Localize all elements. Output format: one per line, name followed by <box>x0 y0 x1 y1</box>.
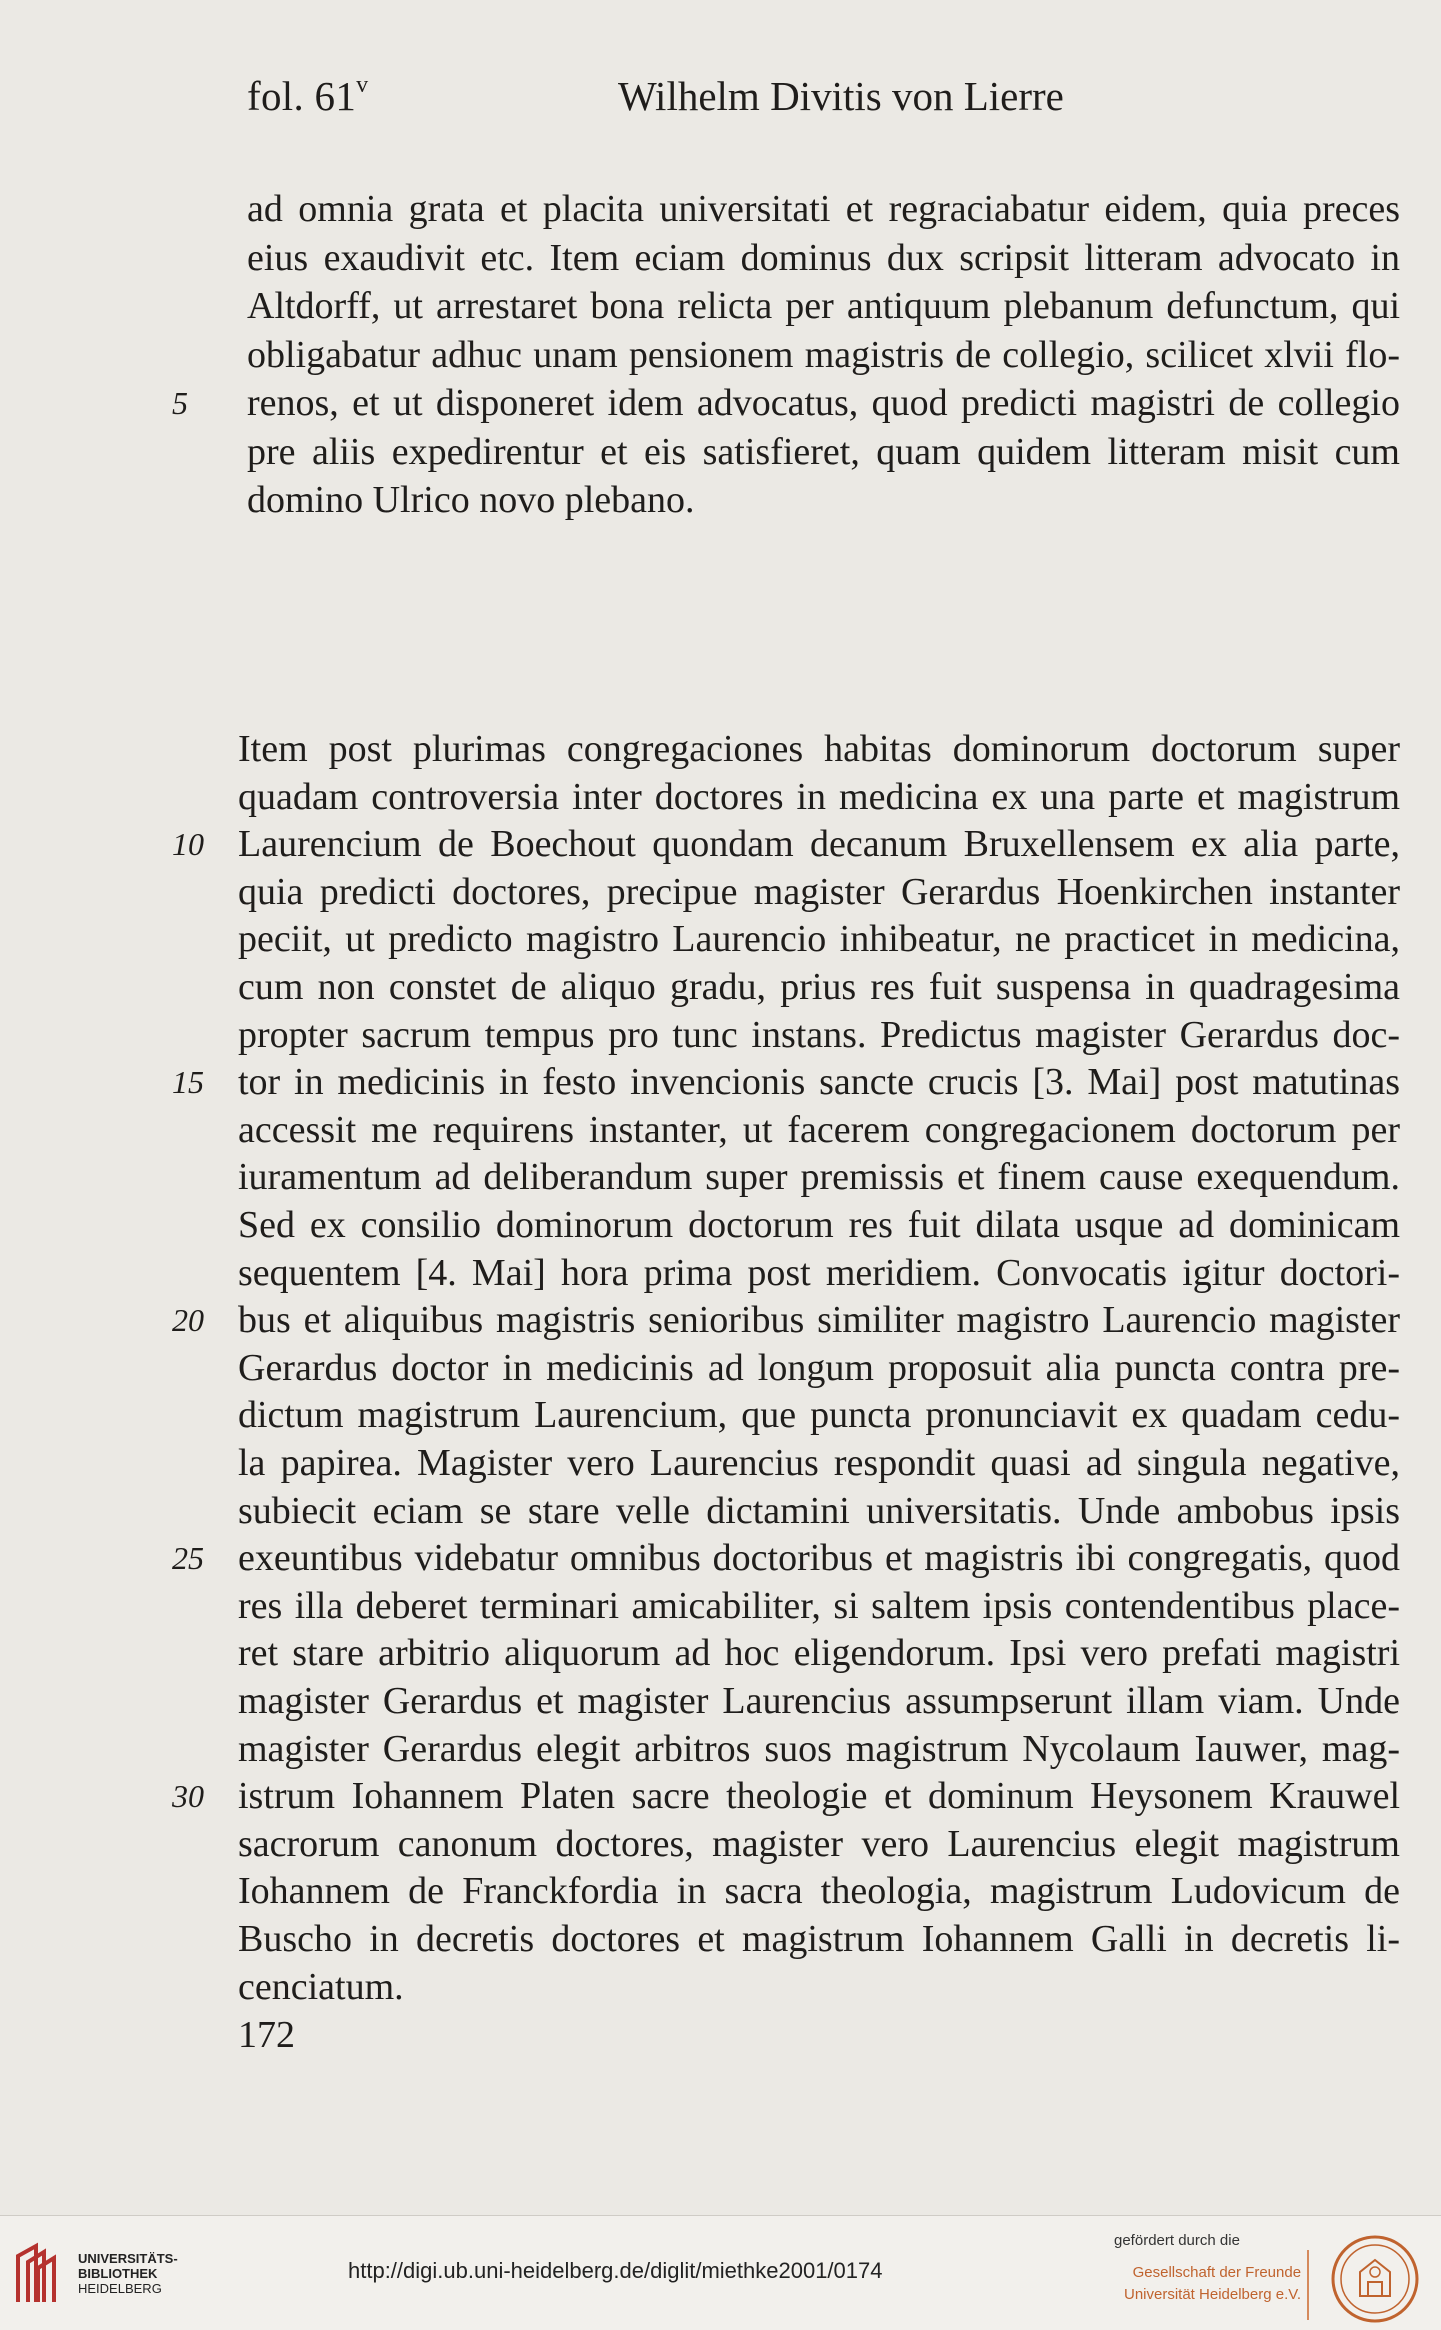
line-number: 20 <box>172 1302 204 1339</box>
text-line: accessit me requirens instanter, ut facerem congregacionem doctorum per <box>238 1108 1400 1151</box>
text-line: cenciatum. <box>238 1965 404 2008</box>
text-line: quia predicti doctores, precipue magister Gerardus Hoenkirchen instanter <box>238 870 1400 913</box>
paragraph-1 <box>0 185 1441 535</box>
text-line: Iohannem de Franckfordia in sacra theologia, magistrum Ludovicum de <box>238 1870 1400 1913</box>
text-line: eius exaudivit etc. Item eciam dominus dux scripsit litteram advocato in <box>247 236 1400 279</box>
text-line: domino Ulrico novo plebano. <box>247 479 695 521</box>
text-line: dictum magistrum Laurencium, que puncta pronunciavit ex quadam cedu- <box>238 1394 1400 1437</box>
text-line: Buscho in decretis doctores et magistrum Iohannem Galli in decretis li- <box>238 1918 1400 1960</box>
running-title: Wilhelm Divitis von Lierre <box>618 73 1064 119</box>
text-line: magister Gerardus elegit arbitros suos magistrum Nycolaum Iauwer, mag- <box>238 1727 1400 1770</box>
text-line: subiecit eciam se stare velle dictamini universitatis. Unde ambobus ipsis <box>238 1489 1400 1532</box>
text-line: sacrorum canonum doctores, magister vero Laurencius elegit magistrum <box>238 1822 1400 1865</box>
line-number: 10 <box>172 826 204 863</box>
line-number: 25 <box>172 1540 204 1577</box>
text-line: istrum Iohannem Platen sacre theologie et dominum Heysonem Krauwel <box>238 1775 1400 1818</box>
line-number: 5 <box>172 385 188 421</box>
running-header <box>0 72 1441 128</box>
footer-bar <box>0 2215 1441 2330</box>
text-line: Laurencium de Boechout quondam decanum Bruxellensem ex alia parte, <box>238 823 1400 866</box>
source-url-link[interactable]: http://digi.ub.uni-heidelberg.de/diglit/miethke2001/0174 <box>348 2258 883 2283</box>
text-line: quadam controversia inter doctores in medicina ex una parte et magistrum <box>238 775 1400 818</box>
text-line: obligabatur adhuc unam pensionem magistris de collegio, scilicet xlvii flo- <box>247 333 1400 376</box>
text-line: ret stare arbitrio aliquorum ad hoc eligendorum. Ipsi vero prefati magistri <box>238 1632 1400 1675</box>
text-line: renos, et ut disponeret idem advocatus, quod predicti magistri de collegio <box>247 382 1400 424</box>
line-number: 15 <box>172 1064 204 1101</box>
text-line: iuramentum ad deliberandum super premissis et finem cause exequendum. <box>238 1156 1400 1199</box>
page-number: 172 <box>238 2014 295 2056</box>
text-line: Item post plurimas congregaciones habitas dominorum doctorum super <box>238 728 1400 770</box>
text-line: tor in medicinis in festo invencionis sancte crucis [3. Mai] post matutinas <box>238 1061 1400 1104</box>
university-library-logo-icon <box>14 2242 68 2306</box>
text-line: Altdorff, ut arrestaret bona relicta per antiquum plebanum defunctum, qui <box>247 285 1400 327</box>
text-line: ad omnia grata et placita universitati et regraciabatur eidem, quia preces <box>247 188 1400 230</box>
text-line: Gerardus doctor in medicinis ad longum proposuit alia puncta contra pre- <box>238 1346 1400 1389</box>
sponsor-name: Gesellschaft der Freunde Universität Heidelberg e.V. <box>1124 2264 1302 2303</box>
text-line: pre aliis expedirentur et eis satisfieret, quam quidem litteram misit cum <box>247 430 1400 473</box>
text-line: peciit, ut predicto magistro Laurencio inhibeatur, ne practicet in medicina, <box>238 918 1400 961</box>
library-name: UNIVERSITÄTS- BIBLIOTHEK HEIDELBERG <box>78 2251 178 2296</box>
text-line: Sed ex consilio dominorum doctorum res fuit dilata usque ad dominicam <box>238 1204 1400 1246</box>
text-line: exeuntibus videbatur omnibus doctoribus et magistris ibi congregatis, quod <box>238 1537 1400 1580</box>
sponsor-divider <box>1307 2250 1309 2320</box>
sponsor-heading: gefördert durch die <box>1114 2232 1240 2249</box>
text-line: la papirea. Magister vero Laurencius respondit quasi ad singula negative, <box>238 1442 1400 1484</box>
text-line: magister Gerardus et magister Laurencius assumpserunt illam viam. Unde <box>238 1680 1400 1722</box>
line-number: 30 <box>172 1778 204 1815</box>
university-seal-icon <box>1330 2234 1420 2324</box>
paragraph-2 <box>0 725 1441 2020</box>
folio-label: fol. 61$^v$ <box>247 72 369 119</box>
text-line: cum non constet de aliquo gradu, prius res fuit suspensa in quadragesima <box>238 966 1400 1008</box>
text-line: bus et aliquibus magistris senioribus similiter magistro Laurencio magister <box>238 1299 1400 1342</box>
text-line: res illa deberet terminari amicabiliter, si saltem ipsis contendentibus place- <box>238 1584 1400 1627</box>
text-line: sequentem [4. Mai] hora prima post meridiem. Convocatis igitur doctori- <box>238 1251 1400 1294</box>
text-line: propter sacrum tempus pro tunc instans. Predictus magister Gerardus doc- <box>238 1013 1400 1056</box>
